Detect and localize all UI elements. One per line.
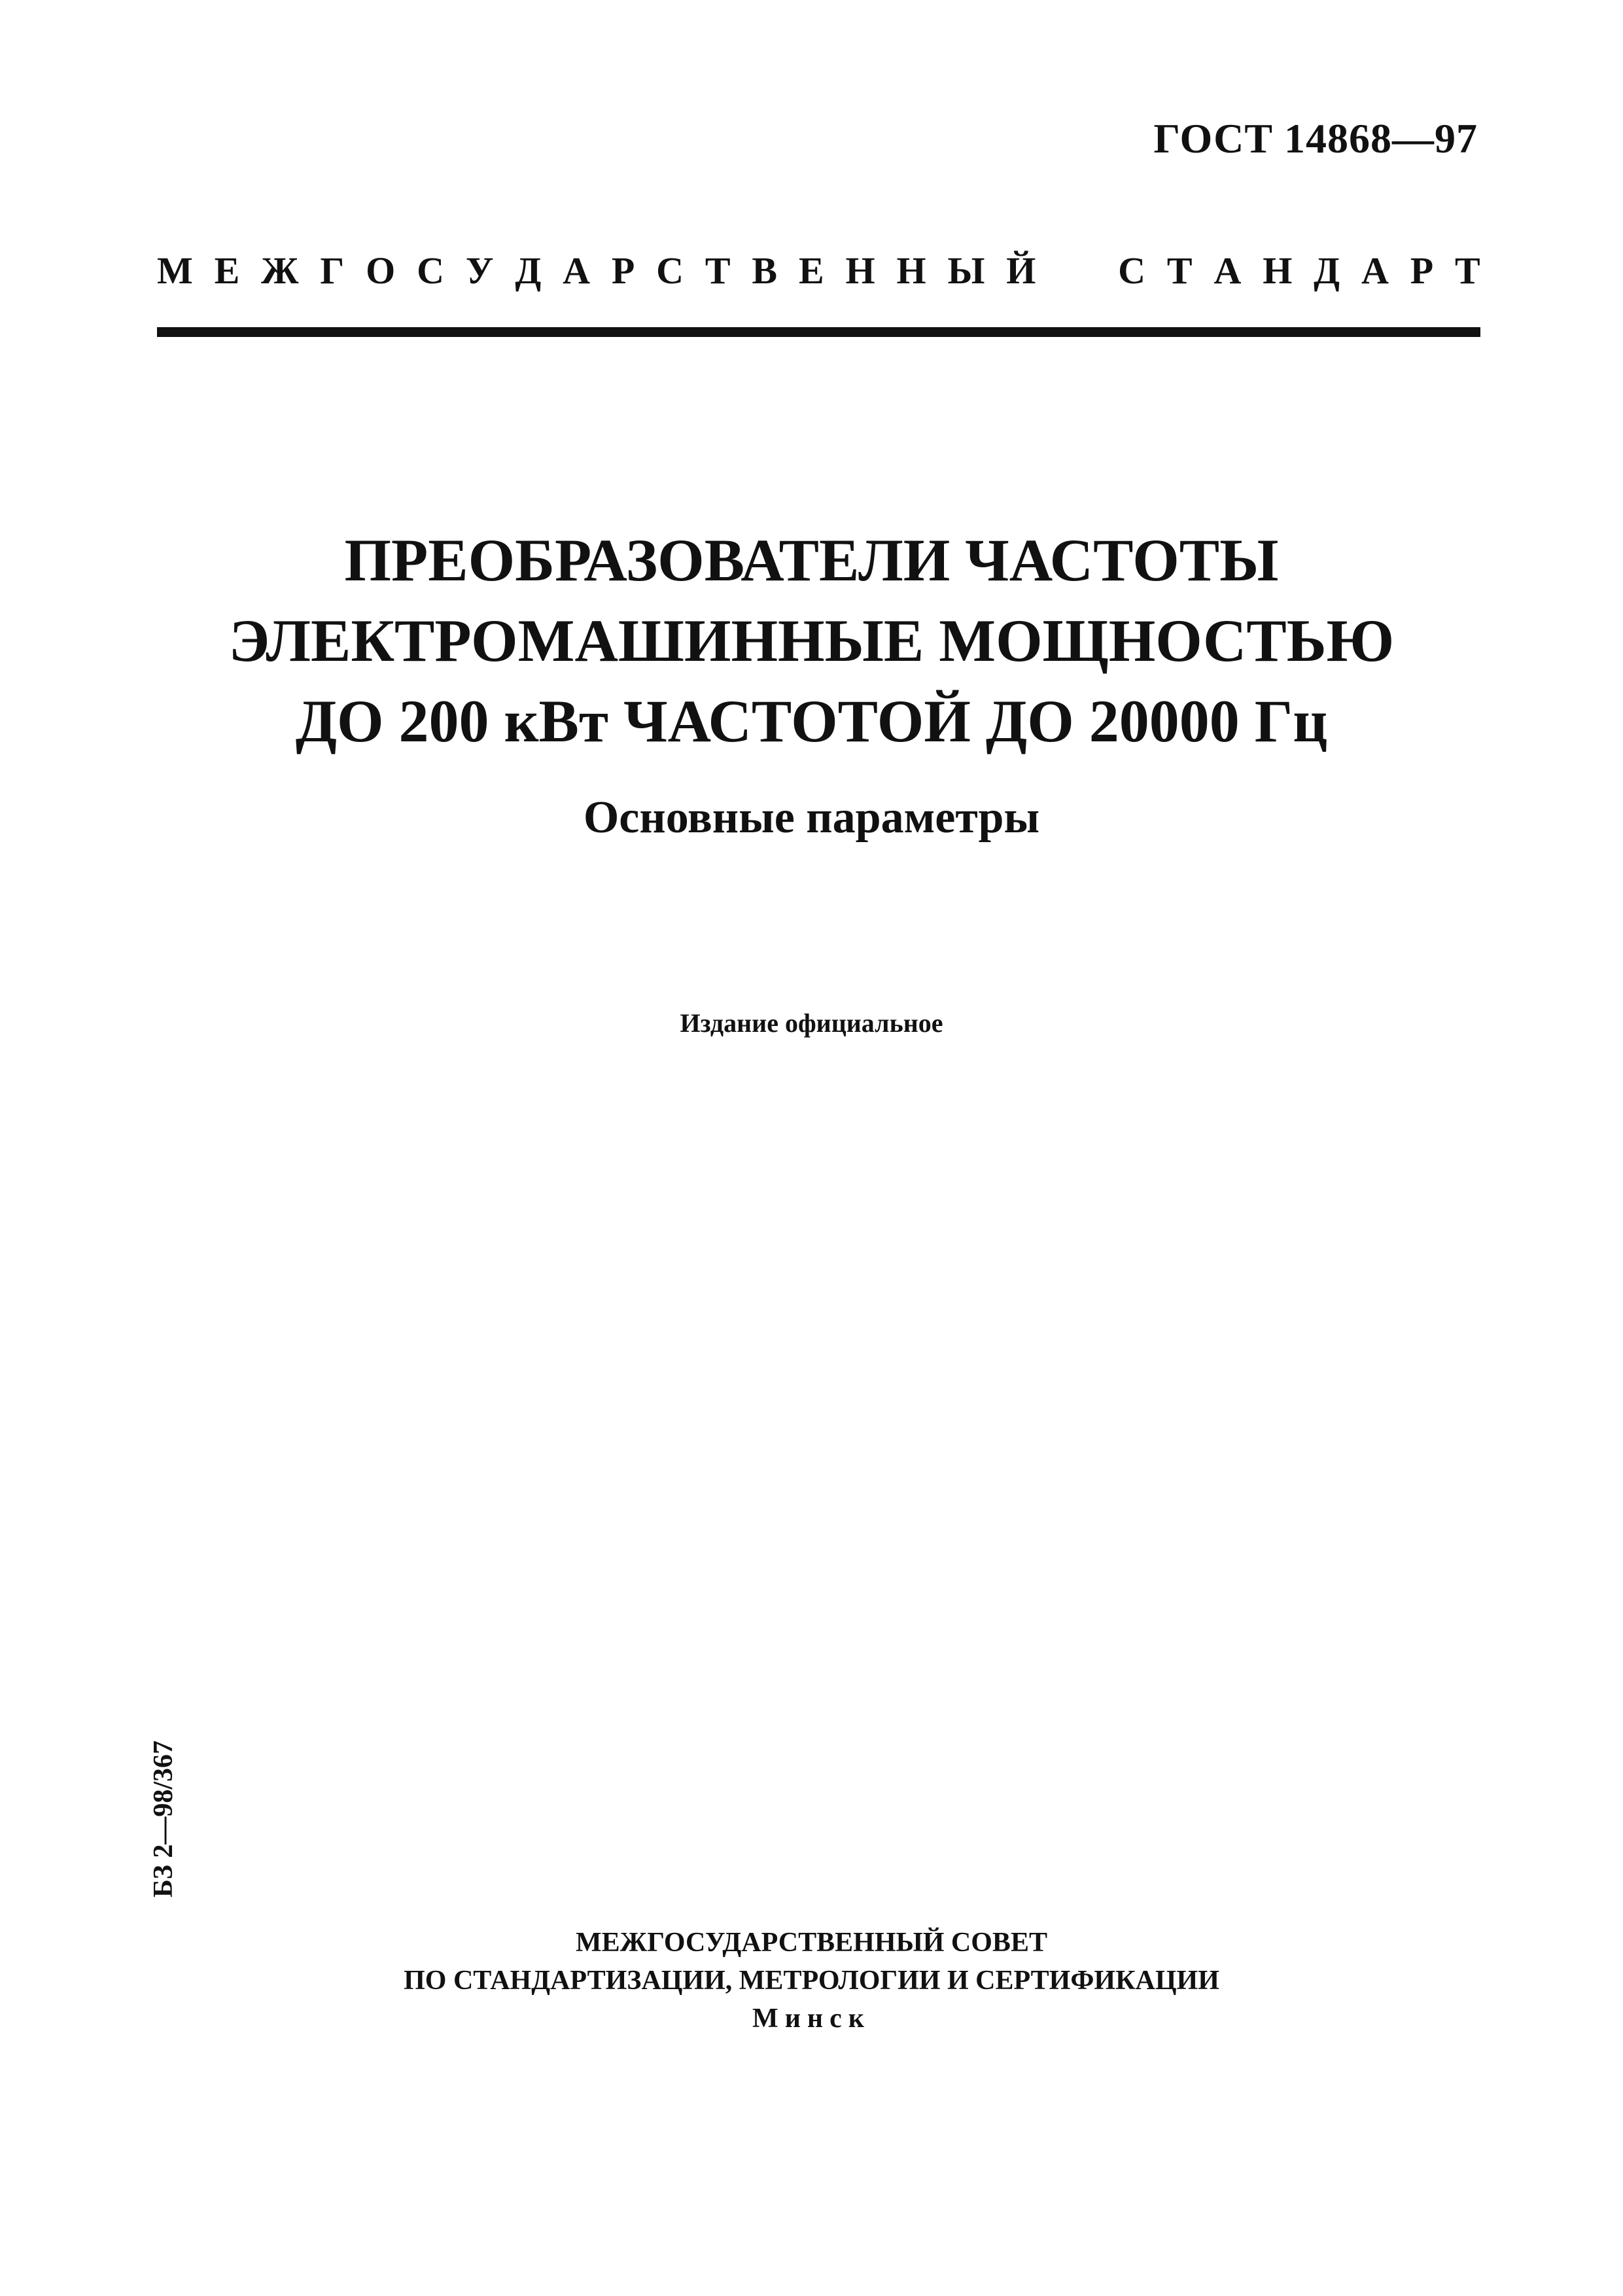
publisher-block xyxy=(0,1924,1623,2038)
standard-type-word1-letter: С xyxy=(417,249,445,292)
standard-type-word1-letter: Д xyxy=(515,249,542,292)
word-gap xyxy=(1057,249,1096,292)
standard-type-word1-letter: О xyxy=(366,249,396,292)
standard-type-word1-letter: У xyxy=(465,249,494,292)
standard-type-word1-letter: Г xyxy=(320,249,345,292)
title-line-2: ЭЛЕКТРОМАШИННЫЕ МОЩНОСТЬЮ xyxy=(228,607,1395,674)
standard-type-word1-letter: Р xyxy=(611,249,635,292)
standard-type-word1-letter: Н xyxy=(896,249,926,292)
publisher-city: Минск xyxy=(752,2004,871,2034)
standard-type-word2-letter: Т xyxy=(1166,249,1193,292)
document-subtitle: Основные параметры xyxy=(583,792,1040,843)
standard-type-word1-letter: М xyxy=(157,249,193,292)
publisher-line-2: ПО СТАНДАРТИЗАЦИИ, МЕТРОЛОГИИ И СЕРТИФИКАЦИИ xyxy=(404,1966,1219,1996)
standard-type-word1-letter: Е xyxy=(798,249,824,292)
standard-type-word1-letter: Т xyxy=(705,249,731,292)
standard-type-word2-letter: Р xyxy=(1410,249,1434,292)
standard-type-word1-letter: Ы xyxy=(947,249,985,292)
edition-note: Издание официальное xyxy=(680,1008,943,1038)
header-rule xyxy=(157,327,1480,337)
standard-type-word1-letter: С xyxy=(656,249,684,292)
standard-type-word2-letter: Н xyxy=(1263,249,1293,292)
document-title xyxy=(0,520,1623,762)
standard-type-word1-letter: В xyxy=(752,249,778,292)
standard-type-word1-letter: Е xyxy=(214,249,240,292)
standard-type-word1-letter: Ж xyxy=(261,249,299,292)
standard-type-heading xyxy=(157,249,1480,292)
publisher-line-1: МЕЖГОСУДАРСТВЕННЫЙ СОВЕТ xyxy=(576,1928,1047,1958)
standard-type-word2-letter: С xyxy=(1118,249,1146,292)
standard-type-word1-letter: Н xyxy=(845,249,875,292)
standard-type-word1-letter: Й xyxy=(1006,249,1036,292)
standard-type-word1-letter: А xyxy=(563,249,590,292)
standard-type-word2-letter: А xyxy=(1361,249,1389,292)
standard-type-word2-letter: Т xyxy=(1454,249,1480,292)
standard-type-word2-letter: Д xyxy=(1314,249,1340,292)
standard-type-word2-letter: А xyxy=(1213,249,1242,292)
title-line-3: ДО 200 кВт ЧАСТОТОЙ ДО 20000 Гц xyxy=(295,688,1328,754)
gost-number: ГОСТ 14868—97 xyxy=(1153,115,1478,162)
side-code: БЗ 2—98/367 xyxy=(148,1740,179,1898)
title-line-1: ПРЕОБРАЗОВАТЕЛИ ЧАСТОТЫ xyxy=(344,527,1279,593)
